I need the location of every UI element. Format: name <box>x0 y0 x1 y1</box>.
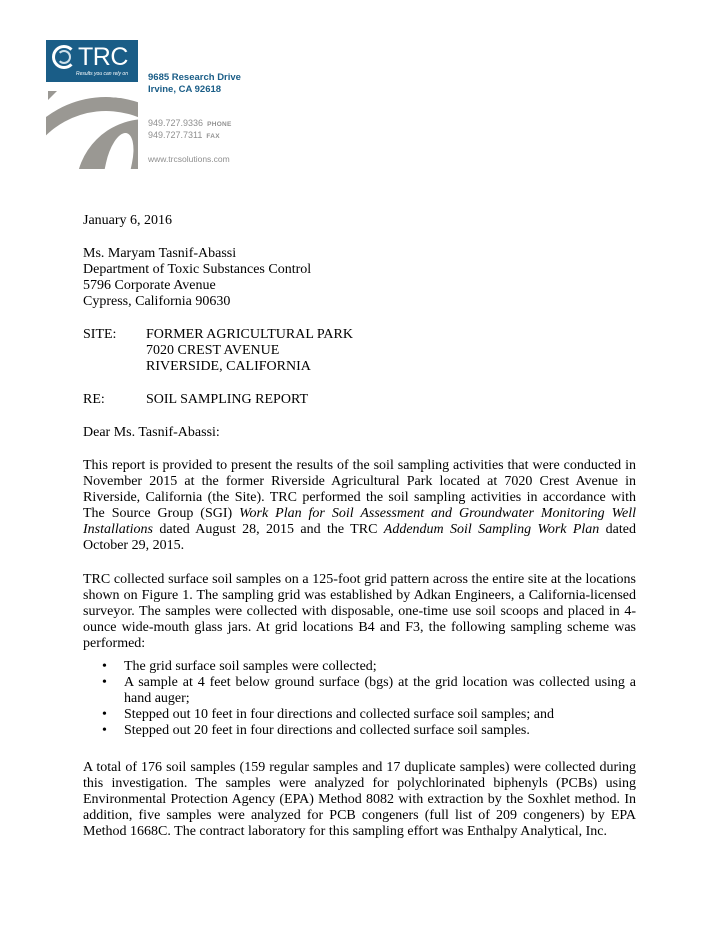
recipient-block <box>83 246 636 310</box>
company-contact <box>148 118 232 142</box>
fax-label: FAX <box>206 133 220 140</box>
list-item: • Stepped out 20 feet in four directions and collected surface soil samples. <box>102 723 636 739</box>
work-plan-title: Work Plan for Soil Assessment and Groundwater Monitoring Well Installations <box>83 506 637 537</box>
phone-number: 949.727.9336 <box>148 118 204 128</box>
trc-logo <box>46 40 138 82</box>
phone-label: PHONE <box>207 121 232 128</box>
site-label: SITE: <box>83 327 117 342</box>
salutation: Dear Ms. Tasnif-Abassi: <box>83 425 220 440</box>
re-block <box>83 392 636 408</box>
recipient-org: Department of Toxic Substances Control <box>83 262 312 277</box>
site-block <box>83 327 636 375</box>
logo-tagline: Results you can rely on <box>76 71 128 77</box>
list-item: • The grid surface soil samples were collected; <box>102 659 636 675</box>
re-subject: SOIL SAMPLING REPORT <box>146 392 308 407</box>
recipient-city: Cypress, California 90630 <box>83 294 231 309</box>
list-item: • Stepped out 10 feet in four directions and collected surface soil samples; and <box>102 707 636 723</box>
address-line2: Irvine, CA 92618 <box>148 84 222 95</box>
p1-text-a: This report is provided to present the results of the soil sampling activities that were conducted in November 2015 at the former Riverside Agricultural Park located at 7020 Crest Avenue in Riverside, California (the Site). TRC performed the soil sampling activities in accordance with The Source Group (SGI) <box>83 458 636 521</box>
list-item: • A sample at 4 feet below ground surface (bgs) at the grid location was collected using a hand auger; <box>102 675 636 707</box>
site-line3: RIVERSIDE, CALIFORNIA <box>146 359 311 374</box>
addendum-title: Addendum Soil Sampling Work Plan <box>383 522 600 537</box>
address-line1: 9685 Research Drive <box>148 72 241 83</box>
paragraph-sampling: TRC collected surface soil samples on a 125-foot grid pattern across the entire site at the locations shown on Figure 1. The sampling grid was established by Adkan Engineers, a California-licensed surveyor. The samples were collected with disposable, one-time use soil scoops and placed in 4-ounce wide-mouth glass jars. At grid locations B4 and F3, the following sampling scheme was performed: <box>83 572 636 651</box>
paragraph-analysis: A total of 176 soil samples (159 regular samples and 17 duplicate samples) were collected during this investigation. The samples were analyzed for polychlorinated biphenyls (PCBs) using Environmental Protection Agency (EPA) Method 8082 with extraction by the Soxhlet method. In addition, five samples were analyzed for PCB congeners (full list of 209 congeners) by EPA Method 1668C. The contract laboratory for this sampling effort was Enthalpy Analytical, Inc. <box>83 760 636 839</box>
logo-text: TRC <box>78 43 128 71</box>
swoosh-graphic <box>46 83 138 169</box>
recipient-street: 5796 Corporate Avenue <box>83 278 216 293</box>
p1-text-e: dated October 29, 2015. <box>83 522 636 553</box>
letter-date: January 6, 2016 <box>83 213 173 228</box>
site-line2: 7020 CREST AVENUE <box>146 343 280 358</box>
site-line1: FORMER AGRICULTURAL PARK <box>146 327 353 342</box>
paragraph-intro <box>83 458 636 554</box>
p1-text-c: dated August 28, 2015 and the TRC <box>153 522 384 537</box>
sampling-scheme-list <box>102 659 636 739</box>
phone-line <box>148 118 232 130</box>
recipient-name: Ms. Maryam Tasnif-Abassi <box>83 246 237 261</box>
logo-inner-ring-icon <box>57 50 71 64</box>
company-address <box>148 72 241 96</box>
swoosh-triangle <box>48 91 57 100</box>
fax-number: 949.727.7311 <box>148 130 203 140</box>
re-label: RE: <box>83 392 105 407</box>
fax-line <box>148 130 232 142</box>
company-website[interactable]: www.trcsolutions.com <box>148 154 230 164</box>
